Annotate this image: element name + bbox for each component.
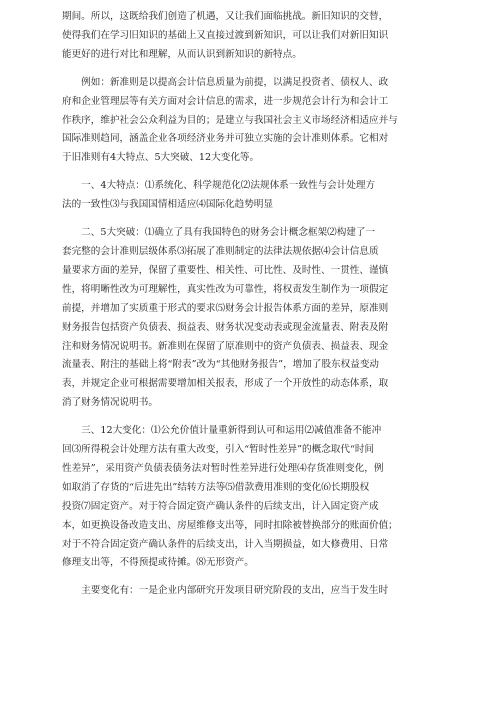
text-line: 性，将明晰性改为可理解性，真实性改为可靠性，将权责发生制作为一项假定 — [62, 283, 389, 295]
text-line: 作秩序，维护社会公众利益为目的；是建立与我国社会主义市场经济相适应并与 — [62, 114, 398, 126]
text-line: 主要变化有：一是企业内部研究开发项目研究阶段的支出，应当于发生时 — [62, 585, 389, 597]
text-line: 使得我们在学习旧知识的基础上又直接过渡到新知识，可以让我们对新旧知识 — [62, 29, 389, 41]
paragraph-knowledge-transition — [62, 8, 448, 65]
text-line: 例如：新准则是以提高会计信息质量为前提，以满足投资者、债权人、政 — [62, 76, 389, 88]
text-line: 注和财务情况说明书。新准则在保留了原准则中的资产负债表、损益表、现金 — [62, 340, 389, 352]
text-line: 二、5大突破：⑴确立了具有我国特色的财务会计概念框架⑵构建了一 — [62, 227, 376, 239]
text-line: 性差异”，采用资产负债表债务法对暂时性差异进行处理⑷存货准则变化，例 — [62, 462, 384, 474]
text-line: 前提，并增加了实质重于形式的要求⑸财务会计报告体系方面的差异，原准则 — [62, 302, 389, 314]
paragraph-four-features — [62, 177, 448, 215]
paragraph-twelve-changes — [62, 422, 448, 573]
paragraph-five-breakthroughs — [62, 224, 448, 413]
text-line: 回⑶所得税会计处理方法有重大改变，引入“暂时性差异”的概念取代“时间 — [62, 444, 375, 456]
text-line: 财务报告包括资产负债表、损益表、财务状况变动表或现金流量表、附表及附 — [62, 321, 389, 333]
text-line: 流量表、附注的基础上将“附表”改为“其他财务报告”，增加了股东权益变动 — [62, 359, 380, 371]
paragraph-new-standard-intro — [62, 74, 448, 169]
text-line: 修理支出等，不得预提或待摊。⑻无形资产。 — [62, 557, 254, 569]
document-page — [62, 8, 448, 610]
text-line: 期间。所以，这既给我们创造了机遇，又让我们面临挑战。新旧知识的交替， — [62, 11, 389, 22]
text-line: 三、12大变化：⑴公允价值计量重新得到认可和运用⑵减值准备不能冲 — [62, 425, 382, 437]
text-line: 法的一致性⑶与我国国情相适应⑷国际化趋势明显 — [62, 199, 274, 211]
text-line: 本，如更换设备改造支出、房屋维修支出等，同时扣除被替换部分的账面价值； — [62, 519, 398, 531]
text-line: 能更好的进行对比和理解，从而认识到新知识的新特点。 — [62, 48, 302, 60]
text-line: 如取消了存货的“后进先出”结转方法等⑸借款费用准则的变化⑹长期股权 — [62, 481, 370, 493]
text-line: 量要求方面的差异，保留了重要性、相关性、可比性、及时性、一贯性、谨慎 — [62, 264, 389, 276]
text-line: 消了财务情况说明书。 — [62, 397, 158, 409]
text-line: 对于不符合固定资产确认条件的后续支出，计入当期损益，如大修费用、日常 — [62, 538, 389, 550]
text-line: 表，并规定企业可根据需要增加相关报表，形成了一个开放性的动态体系，取 — [62, 378, 389, 390]
paragraph-main-changes — [62, 582, 448, 601]
text-line: 于旧准则有4大特点、5大突破、12大变化等。 — [62, 152, 260, 164]
text-line: 国际准则趋同，涵盖企业各项经济业务并可独立实施的会计准则体系。它相对 — [62, 133, 389, 145]
text-line: 投资⑺固定资产。对于符合固定资产确认条件的后续支出，计入固定资产成 — [62, 500, 379, 512]
text-line: 一、4大特点：⑴系统化、科学规范化⑵法规体系一致性与会计处理方 — [62, 180, 376, 192]
text-line: 套完整的会计准则层级体系⑶拓展了准则制定的法律法规依据⑷会计信息质 — [62, 245, 379, 257]
text-line: 府和企业管理层等有关方面对会计信息的需求，进一步规范会计行为和会计工 — [62, 95, 389, 107]
